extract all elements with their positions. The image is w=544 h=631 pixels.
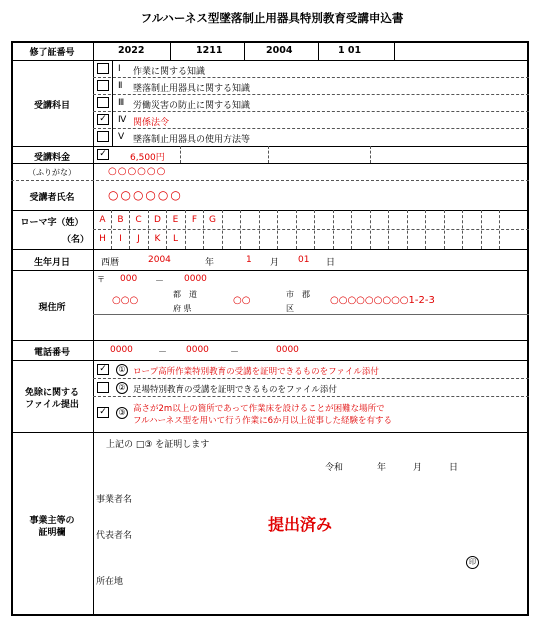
phone-part-2[interactable]: 0000 (186, 345, 209, 355)
postal-mark: 〒 (97, 275, 105, 284)
roman-cell-line (499, 210, 500, 249)
subject-5-text: 墜落制止用器具の使用方法等 (133, 135, 251, 145)
outer-border-bottom (11, 614, 529, 616)
roman-sei-char[interactable]: D (154, 215, 161, 225)
seal-mark-icon: 印 (466, 556, 479, 569)
subject-1-number: Ⅰ (118, 64, 121, 74)
employer-year-unit: 年 (377, 463, 387, 473)
roman-sei-char[interactable]: F (191, 215, 198, 225)
dob-month[interactable]: 1 (246, 255, 252, 265)
prefecture-unit-bottom: 府 県 (173, 304, 192, 313)
subject-sep (93, 77, 529, 78)
subject-2-number: Ⅱ (118, 81, 123, 91)
roman-sei-char[interactable]: A (99, 215, 106, 225)
check-icon: ✓ (99, 114, 107, 124)
subject-4-text: 関係法令 (133, 118, 170, 128)
check-icon: ✓ (99, 364, 107, 374)
dob-year[interactable]: 2004 (148, 255, 171, 265)
dob-day-unit: 日 (326, 258, 336, 268)
row-sep (11, 432, 529, 433)
roman-sei-char[interactable]: G (209, 215, 216, 225)
roman-cell-line (370, 210, 371, 249)
roman-cell-line (351, 210, 352, 249)
cert-sep (170, 41, 171, 60)
roman-mei-char[interactable]: L (172, 234, 178, 244)
phone-dash-1: － (158, 348, 168, 358)
roman-cell-line (481, 210, 482, 249)
subject-4-number: Ⅳ (118, 115, 127, 125)
roman-cell-line (425, 210, 426, 249)
roman-mei-char[interactable]: K (154, 234, 161, 244)
cert-number-part-3: 2004 (266, 45, 293, 56)
city-unit-bottom: 区 (286, 304, 294, 313)
phone-part-3[interactable]: 0000 (276, 345, 299, 355)
fee-label: 受講料金 (33, 153, 70, 163)
row-sep (11, 210, 529, 211)
submitted-stamp: 提出済み (268, 515, 333, 534)
roman-cell-line (277, 210, 278, 249)
row-sep (11, 60, 529, 61)
cert-sep (394, 41, 395, 60)
subject-1-text: 作業に関する知識 (133, 67, 206, 77)
cert-number-part-1: 2022 (118, 45, 145, 56)
check-icon: ✓ (99, 407, 107, 417)
roman-sei-char[interactable]: C (135, 215, 142, 225)
subject-2-text: 墜落制止用器具に関する知識 (133, 84, 251, 94)
fee-checkbox[interactable] (97, 149, 109, 160)
fee-amount: 6,500円 (130, 153, 165, 163)
employer-reiwa: 令和 (325, 463, 344, 473)
roman-cell-line (259, 210, 260, 249)
city[interactable]: ○○ (233, 295, 251, 306)
exempt-1-number: ① (116, 364, 128, 376)
roman-cell-line (333, 210, 334, 249)
check-icon: ✓ (99, 149, 107, 159)
row-sep-dashed (11, 180, 529, 181)
roman-cell-line (407, 210, 408, 249)
roman-label-mei: （名） (61, 235, 89, 245)
address-underline (93, 314, 529, 315)
roman-cell-line (240, 210, 241, 249)
exempt-3-text-line1: 高さが2m以上の箇所であって作業床を設けることが困難な場所で (133, 404, 385, 414)
exempt-3-text-line2: フルハーネス型を用いて行う作業に6か月以上従事した経験を有する (133, 416, 393, 426)
street-address[interactable]: ○○○○○○○○○1-2-3 (330, 295, 435, 306)
exempt-1-text: ロープ高所作業特別教育の受講を証明できるものをファイル添付 (133, 367, 379, 377)
exempt-2-checkbox[interactable] (97, 382, 109, 393)
subject-3-checkbox[interactable] (97, 97, 109, 108)
dob-year-unit: 年 (205, 258, 215, 268)
employer-certify-text: 上記の □③ を証明します (106, 440, 210, 450)
representative-label: 代表者名 (96, 531, 133, 541)
employer-day-unit: 日 (449, 463, 459, 473)
subject-5-checkbox[interactable] (97, 131, 109, 142)
subject-3-text: 労働災害の防止に関する知識 (133, 101, 251, 111)
furigana-label: （ふりがな） (28, 168, 76, 177)
zip-part-1[interactable]: 000 (120, 274, 138, 284)
exempt-label-line1: 免除に関する (24, 388, 79, 398)
roman-sei-char[interactable]: B (117, 215, 124, 225)
roman-mei-char[interactable]: H (99, 234, 106, 244)
exempt-label-line2: ファイル提出 (25, 400, 79, 410)
dob-day[interactable]: 01 (298, 255, 310, 265)
form-title: フルハーネス型墜落制止用器具特別教育受講申込書 (140, 11, 404, 25)
subject-3-number: Ⅲ (118, 98, 125, 108)
subject-1-checkbox[interactable] (97, 63, 109, 74)
exempt-sep (93, 378, 529, 379)
cert-sep (318, 41, 319, 60)
dob-era: 西暦 (101, 258, 120, 268)
dob-label: 生年月日 (33, 258, 70, 268)
dob-month-unit: 月 (270, 258, 280, 268)
row-sep (11, 270, 529, 271)
phone-label: 電話番号 (33, 348, 70, 358)
exempt-3-checkbox[interactable] (97, 407, 109, 418)
subjects-label: 受講科目 (33, 101, 70, 111)
subject-5-number: Ⅴ (118, 132, 125, 142)
name-value[interactable]: ○○○○○○ (108, 188, 183, 202)
roman-cell-line (444, 210, 445, 249)
exempt-1-checkbox[interactable] (97, 364, 109, 375)
cert-number-label: 修了証番号 (29, 48, 75, 58)
prefecture-unit-top: 都 道 (173, 290, 197, 299)
roman-label-sei: ローマ字（姓） (20, 218, 84, 228)
row-sep (11, 360, 529, 361)
cert-sep (244, 41, 245, 60)
city-unit-top: 市 郡 (286, 290, 310, 299)
subject-2-checkbox[interactable] (97, 80, 109, 91)
exempt-2-text: 足場特別教育の受講を証明できるものをファイル添付 (133, 385, 337, 395)
subjects-check-col (112, 60, 113, 146)
exempt-2-number: ② (116, 382, 128, 394)
phone-part-1[interactable]: 0000 (110, 345, 133, 355)
roman-cell-line (388, 210, 389, 249)
roman-mei-char[interactable]: J (137, 234, 140, 244)
roman-row-sep (93, 229, 529, 230)
prefecture[interactable]: ○○○ (112, 295, 139, 306)
roman-sei-char[interactable]: E (172, 215, 179, 225)
row-sep (11, 340, 529, 341)
outer-border-top (11, 41, 529, 43)
subject-4-checkbox[interactable] (97, 114, 109, 125)
zip-part-2[interactable]: 0000 (184, 274, 207, 284)
employer-label-line2: 証明欄 (38, 528, 66, 538)
employer-month-unit: 月 (413, 463, 423, 473)
name-label: 受講者氏名 (29, 193, 75, 203)
row-sep (11, 249, 529, 250)
zip-dash: － (155, 277, 165, 287)
company-name-label: 事業者名 (96, 495, 133, 505)
fee-sep (370, 146, 371, 163)
roman-cell-line (296, 210, 297, 249)
subject-sep (93, 111, 529, 112)
address-label: 現住所 (38, 303, 66, 313)
row-sep (11, 146, 529, 147)
roman-cell-line (314, 210, 315, 249)
subject-sep (93, 128, 529, 129)
location-label: 所在地 (96, 577, 124, 587)
employer-label-line1: 事業主等の (29, 516, 75, 526)
exempt-sep (93, 396, 529, 397)
fee-sep (180, 146, 181, 163)
cert-number-part-2: 1211 (196, 45, 223, 56)
cert-number-part-4: 1 01 (338, 45, 362, 56)
roman-cell-line (222, 210, 223, 249)
exempt-3-number: ③ (116, 407, 128, 419)
roman-cell-line (462, 210, 463, 249)
row-sep (11, 163, 529, 164)
phone-dash-2: － (230, 348, 240, 358)
subject-sep (93, 94, 529, 95)
furigana-value[interactable]: ○○○○○○ (108, 166, 167, 177)
fee-sep (268, 146, 269, 163)
roman-mei-char[interactable]: I (119, 234, 122, 244)
